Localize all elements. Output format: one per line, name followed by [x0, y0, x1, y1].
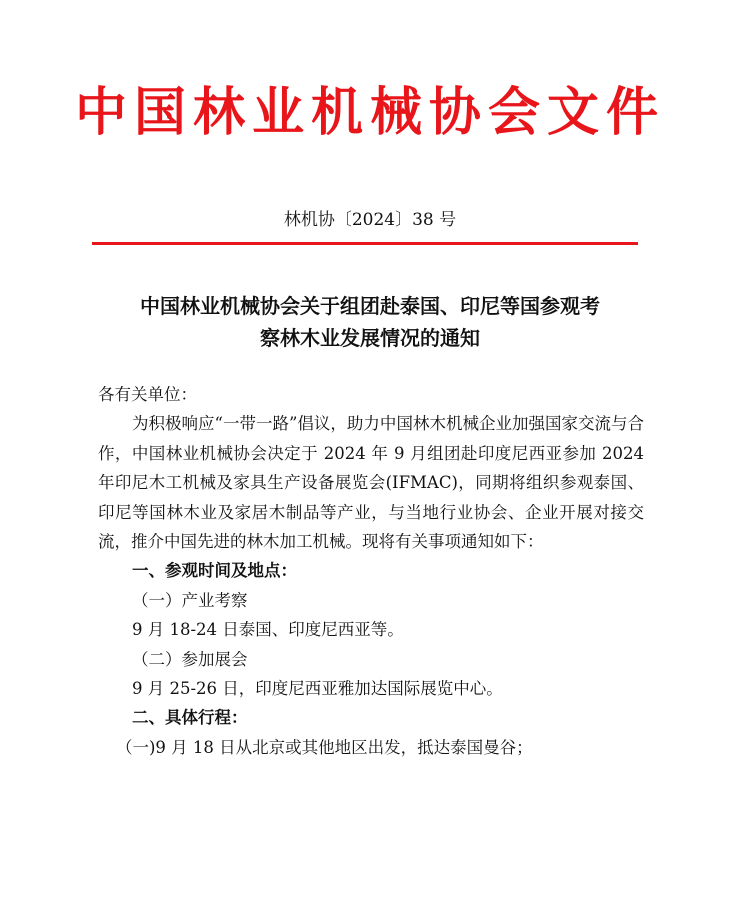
- document-number: 林机协〔2024〕38 号: [283, 210, 457, 230]
- itinerary-item: （一)9 月 18 日从北京或其他地区出发，抵达泰国曼谷；: [116, 737, 533, 757]
- notice-title-line2: 察林木业发展情况的通知: [260, 326, 480, 350]
- notice-title-line1: 中国林业机械协会关于组团赴泰国、印尼等国参观考: [140, 294, 600, 318]
- document-masthead: 中国林业机械协会文件: [74, 82, 665, 143]
- attend-exhibition-text: 9 月 25-26 日，印度尼西亚雅加达国际展览中心。: [132, 679, 503, 699]
- subheading-attend-exhibition: （二）参加展会: [132, 649, 248, 669]
- intro-paragraph: 为积极响应“一带一路”倡议，助力中国林木机械企业加强国家交流与合作，中国林业机械协会决定于 2024 年 9 月组团赴印度尼西亚参加 2024 年印尼木工机械及家具生产设备展览会(IFMAC)，同期将组织参观泰国、印尼等国林木业及家居木制品等产业，与当地行业协会、企业开展对接交流，推介中国先进的林木加工机械。现将有关事项通知如下：: [98, 414, 644, 552]
- salutation: 各有关单位：: [98, 385, 197, 404]
- subheading-industry-inspection: （一）产业考察: [132, 590, 248, 610]
- section-heading-itinerary: 二、具体行程：: [132, 708, 248, 728]
- industry-inspection-text: 9 月 18-24 日泰国、印度尼西亚等。: [132, 620, 404, 640]
- notice-title: [88, 290, 652, 354]
- notice-body: [98, 380, 644, 762]
- section-heading-visit-time-place: 一、参观时间及地点：: [132, 561, 297, 581]
- red-divider-line: [92, 242, 638, 245]
